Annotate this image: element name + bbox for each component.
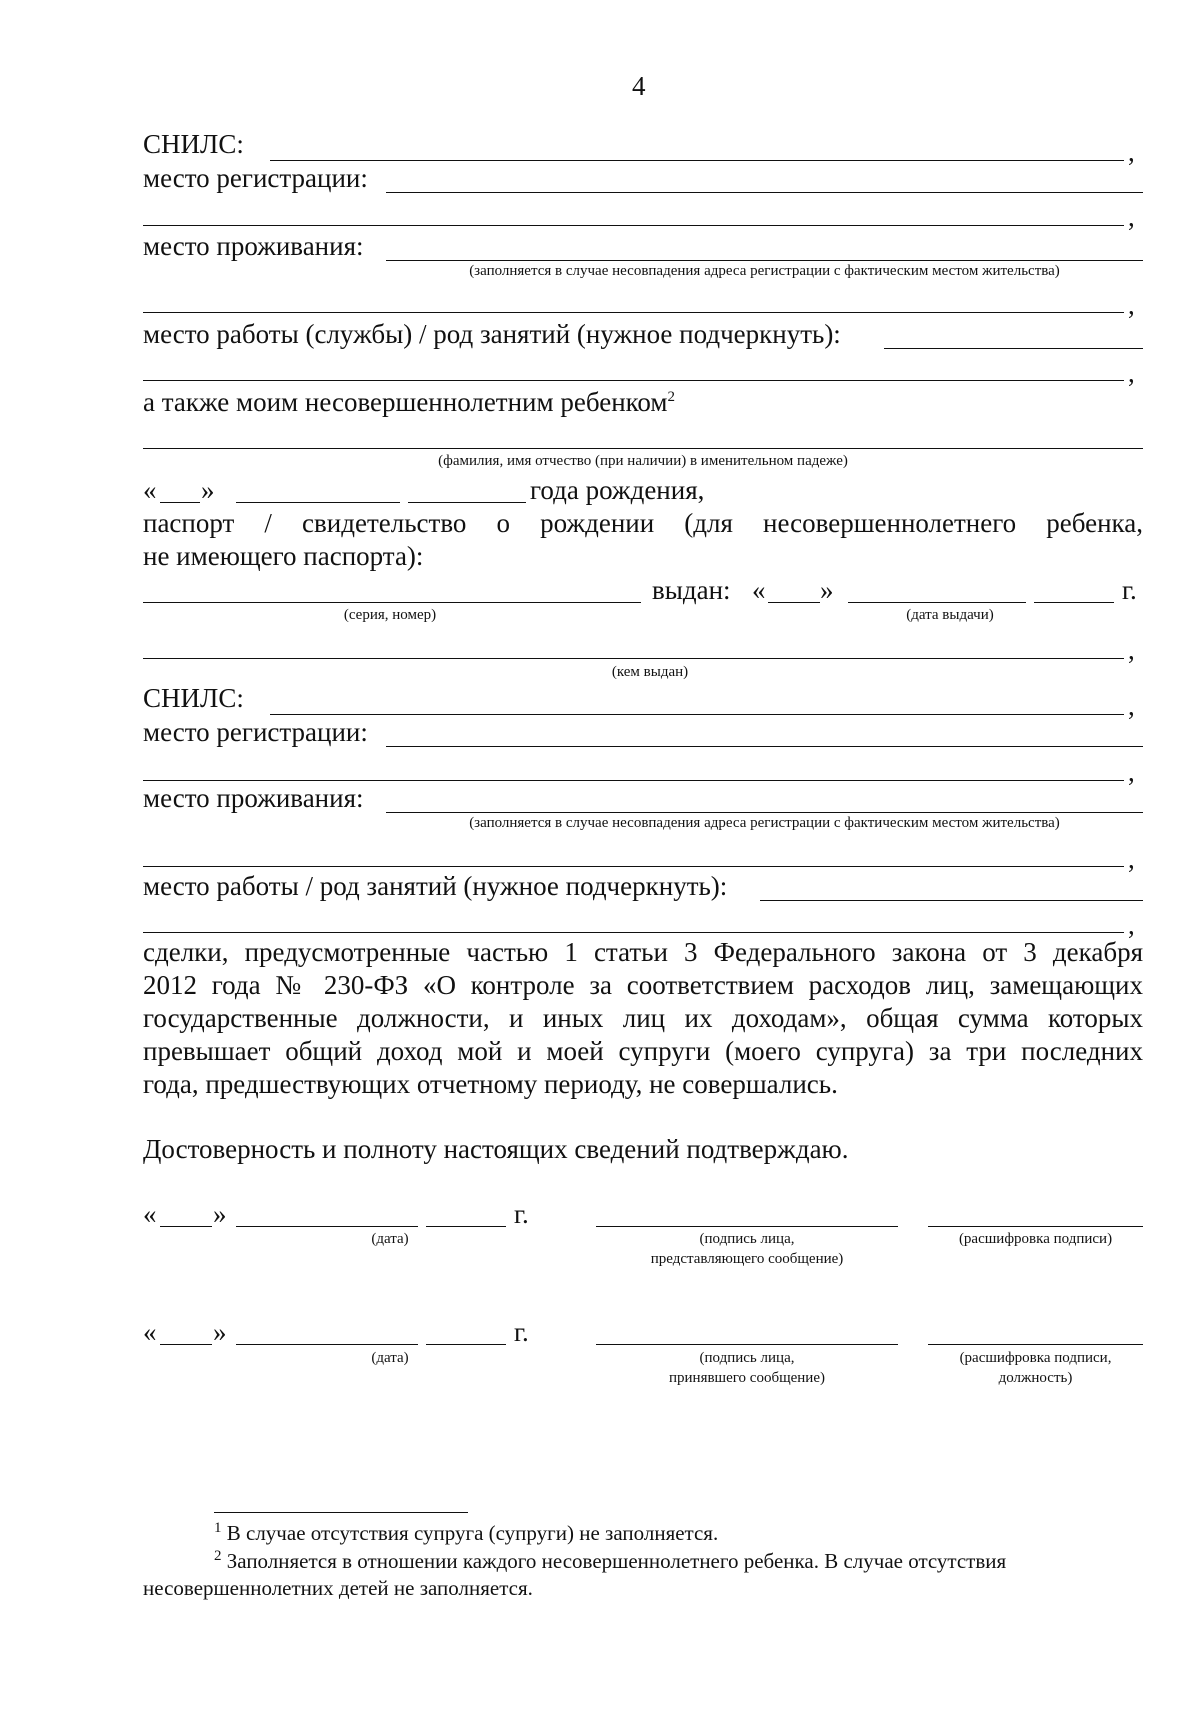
statement-line-4: превышает общий доход мой и моей супруги (моего супруга) за три последних [143, 1036, 1143, 1066]
child-name-field-line[interactable] [143, 448, 1143, 449]
work-label: место работы (службы) / род занятий (нужное подчеркнуть): [143, 319, 841, 349]
footnote-2-text-line-1: Заполняется в отношении каждого несовершеннолетнего ребенка. В случае отсутствия [226, 1549, 1007, 1573]
sig2-sign-note-2: принявшего сообщение) [668, 1370, 825, 1386]
statement-line-1: сделки, предусмотренные частью 1 статьи 3 Федерального закона от 3 декабря [143, 937, 1143, 967]
comma: , [1128, 910, 1135, 940]
issue-date-note: (дата выдачи) [906, 607, 994, 623]
issue-quote-close: » [820, 575, 834, 605]
child-residence-label: место проживания: [143, 783, 364, 813]
passport-series-field[interactable] [143, 602, 641, 603]
child-registration-field-line[interactable] [386, 746, 1143, 747]
sig1-sign-note-1: (подпись лица, [699, 1231, 795, 1247]
sig1-decode-note: (расшифровка подписи) [958, 1231, 1113, 1247]
registration-field-line-2[interactable] [143, 225, 1124, 226]
issued-label: выдан: [652, 575, 731, 605]
child-residence-note: (заполняется в случае несовпадения адреса регистрации с фактическим местом жительства) [469, 815, 1060, 831]
child-snils-label: СНИЛС: [143, 683, 244, 713]
child-work-label: место работы / род занятий (нужное подчеркнуть): [143, 871, 728, 901]
child-snils-field-line[interactable] [270, 714, 1124, 715]
child-work-field-line[interactable] [760, 900, 1143, 901]
registration-field-line[interactable] [386, 192, 1143, 193]
sig1-sign-note-2: представляющего сообщение) [650, 1251, 844, 1267]
sig1-month-field[interactable] [236, 1226, 418, 1227]
registration-label: место регистрации: [143, 163, 368, 193]
statement-line-3: государственные должности, и иных лиц их доходам», общая сумма которых [143, 1003, 1143, 1033]
sig2-sign-note-1: (подпись лица, [699, 1350, 795, 1366]
sig2-month-field[interactable] [236, 1344, 418, 1345]
sig2-date-note: (дата) [371, 1350, 409, 1366]
residence-field-line[interactable] [386, 260, 1143, 261]
child-work-field-line-2[interactable] [143, 932, 1124, 933]
year-suffix: г. [1122, 575, 1137, 605]
comma: , [1128, 635, 1135, 665]
issue-month-field[interactable] [848, 602, 1026, 603]
sig1-quote-open: « [143, 1199, 157, 1229]
child-intro [143, 386, 675, 418]
sig2-decode-note-2: должность) [998, 1370, 1073, 1386]
footnote-1 [214, 1520, 718, 1546]
comma: , [1128, 691, 1135, 721]
footnote-1-text: В случае отсутствия супруга (супруги) не заполняется. [226, 1521, 719, 1545]
residence-note: (заполняется в случае несовпадения адреса регистрации с фактическим местом жительства) [469, 263, 1060, 279]
passport-line-1: паспорт / свидетельство о рождении (для несовершеннолетнего ребенка, [143, 508, 1143, 538]
passport-line-2: не имеющего паспорта): [143, 541, 424, 571]
sig2-year-field[interactable] [426, 1344, 506, 1345]
issued-by-note: (кем выдан) [611, 664, 689, 680]
sig1-year-field[interactable] [426, 1226, 506, 1227]
sig1-quote-close: » [213, 1199, 227, 1229]
sig2-year-suffix: г. [514, 1317, 529, 1347]
child-registration-field-line-2[interactable] [143, 780, 1124, 781]
confirmation-text: Достоверность и полноту настоящих сведений подтверждаю. [143, 1134, 849, 1164]
residence-label: место проживания: [143, 231, 364, 261]
residence-field-line-2[interactable] [143, 312, 1124, 313]
birth-year-field[interactable] [408, 502, 526, 503]
footnote-ref-2[interactable]: 2 [667, 389, 675, 405]
comma: , [1128, 290, 1135, 320]
comma: , [1128, 202, 1135, 232]
sig2-day-field[interactable] [160, 1344, 212, 1345]
work-field-line[interactable] [884, 348, 1143, 349]
footnote-2-text-line-2: несовершеннолетних детей не заполняется. [143, 1576, 533, 1600]
child-residence-field-line-2[interactable] [143, 866, 1124, 867]
sig2-quote-open: « [143, 1317, 157, 1347]
sig1-year-suffix: г. [514, 1199, 529, 1229]
snils-label: СНИЛС: [143, 129, 244, 159]
issue-year-field[interactable] [1034, 602, 1114, 603]
footnote-2 [214, 1548, 1006, 1574]
footnote-1-mark: 1 [214, 1520, 222, 1536]
comma: , [1128, 358, 1135, 388]
child-name-note: (фамилия, имя отчество (при наличии) в именительном падеже) [438, 453, 848, 469]
child-intro-text: а также моим несовершеннолетним ребенком [143, 387, 668, 417]
issued-by-field[interactable] [143, 658, 1124, 659]
birth-suffix: года рождения, [530, 475, 705, 505]
comma: , [1128, 844, 1135, 874]
sig1-decode-field[interactable] [928, 1226, 1143, 1227]
footnote-separator [214, 1512, 468, 1513]
page-number: 4 [632, 71, 646, 101]
series-note: (серия, номер) [343, 607, 437, 623]
statement-line-5: года, предшествующих отчетному периоду, не совершались. [143, 1069, 838, 1099]
sig1-signature-field[interactable] [596, 1226, 898, 1227]
sig1-day-field[interactable] [160, 1226, 212, 1227]
comma: , [1128, 137, 1135, 167]
birth-quote-close: » [201, 475, 215, 505]
issue-day-field[interactable] [768, 602, 820, 603]
birth-day-field[interactable] [160, 502, 200, 503]
sig1-date-note: (дата) [371, 1231, 409, 1247]
sig2-decode-field[interactable] [928, 1344, 1143, 1345]
birth-quote-open: « [143, 475, 157, 505]
sig2-signature-field[interactable] [596, 1344, 898, 1345]
issue-quote-open: « [752, 575, 766, 605]
child-residence-field-line[interactable] [386, 812, 1143, 813]
work-field-line-2[interactable] [143, 380, 1124, 381]
snils-field-line[interactable] [270, 160, 1124, 161]
statement-line-2: 2012 года № 230-ФЗ «О контроле за соответствием расходов лиц, замещающих [143, 970, 1143, 1000]
sig2-quote-close: » [213, 1317, 227, 1347]
birth-month-field[interactable] [236, 502, 400, 503]
footnote-2-mark: 2 [214, 1548, 222, 1564]
comma: , [1128, 757, 1135, 787]
child-registration-label: место регистрации: [143, 717, 368, 747]
sig2-decode-note-1: (расшифровка подписи, [959, 1350, 1112, 1366]
